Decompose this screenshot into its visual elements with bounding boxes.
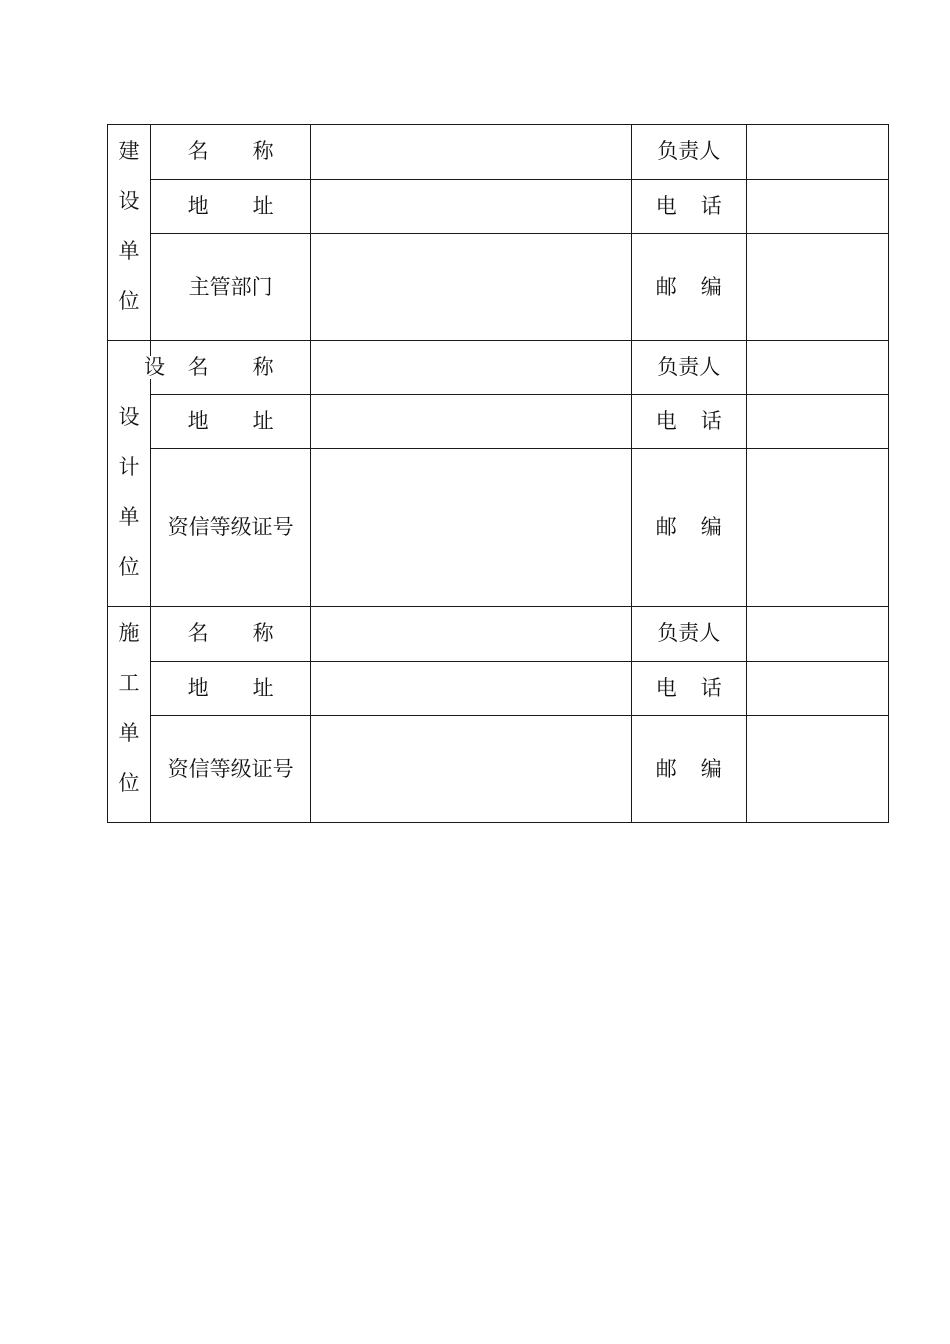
- group-char: 施: [118, 621, 140, 645]
- field-label-postcode: 邮 编: [631, 234, 746, 341]
- group-label-construction-unit: [108, 125, 151, 341]
- group-char: 建: [118, 139, 140, 163]
- field-value-responsible-person[interactable]: [746, 125, 888, 180]
- field-value-responsible-person[interactable]: [746, 341, 888, 395]
- group-char: 位: [118, 555, 140, 579]
- group-char: 单: [118, 239, 140, 263]
- field-value-name[interactable]: [311, 125, 631, 180]
- table-row: [108, 661, 889, 716]
- table-row: [108, 234, 889, 341]
- field-value-address[interactable]: [311, 661, 631, 716]
- group-char: 位: [118, 289, 140, 313]
- field-label-postcode: 邮 编: [631, 448, 746, 606]
- field-label-responsible-person: 负责人: [631, 341, 746, 395]
- field-label-phone: 电 话: [631, 179, 746, 234]
- field-label-phone: 电 话: [631, 661, 746, 716]
- field-label-responsible-person: 负责人: [631, 607, 746, 662]
- field-label-name: 名 称: [151, 125, 311, 180]
- field-value-qualification-cert-no[interactable]: [311, 448, 631, 606]
- table-row: [108, 607, 889, 662]
- field-value-address[interactable]: [311, 394, 631, 448]
- field-value-phone[interactable]: [746, 661, 888, 716]
- field-label-phone: 电 话: [631, 394, 746, 448]
- group-char: 工: [118, 671, 140, 695]
- table-row: [108, 448, 889, 606]
- field-label-supervising-dept: 主管部门: [151, 234, 311, 341]
- group-label-design-unit: [108, 341, 165, 607]
- field-value-address[interactable]: [311, 179, 631, 234]
- field-value-phone[interactable]: [746, 179, 888, 234]
- field-value-postcode[interactable]: [746, 448, 888, 606]
- field-value-postcode[interactable]: [746, 234, 888, 341]
- field-value-postcode[interactable]: [746, 716, 888, 823]
- field-label-address: 地 址: [151, 394, 311, 448]
- group-char: 单: [118, 721, 140, 745]
- unit-info-table: [107, 124, 889, 823]
- table-row: [108, 716, 889, 823]
- field-label-qualification-cert-no: 资信等级证号: [151, 448, 311, 606]
- field-label-name: 名 称: [151, 607, 311, 662]
- table-row: [108, 394, 889, 448]
- field-value-qualification-cert-no[interactable]: [311, 716, 631, 823]
- field-label-responsible-person: 负责人: [631, 125, 746, 180]
- group-char: 设: [118, 189, 140, 213]
- group-char: 位: [118, 771, 140, 795]
- field-label-qualification-cert-no: 资信等级证号: [151, 716, 311, 823]
- field-value-phone[interactable]: [746, 394, 888, 448]
- field-label-name: 名 称: [151, 341, 311, 395]
- table-row: [108, 125, 889, 180]
- table-row: [108, 341, 889, 395]
- field-value-name[interactable]: [311, 341, 631, 395]
- group-label-construction-contractor: [108, 607, 151, 823]
- group-char: 单: [118, 505, 140, 529]
- field-value-name[interactable]: [311, 607, 631, 662]
- stray-char: 设: [144, 355, 165, 379]
- field-value-responsible-person[interactable]: [746, 607, 888, 662]
- field-label-postcode: 邮 编: [631, 716, 746, 823]
- field-label-address: 地 址: [151, 179, 311, 234]
- field-label-address: 地 址: [151, 661, 311, 716]
- table-row: [108, 179, 889, 234]
- group-char: 计: [118, 455, 140, 479]
- field-value-supervising-dept[interactable]: [311, 234, 631, 341]
- group-char: 设: [118, 405, 140, 429]
